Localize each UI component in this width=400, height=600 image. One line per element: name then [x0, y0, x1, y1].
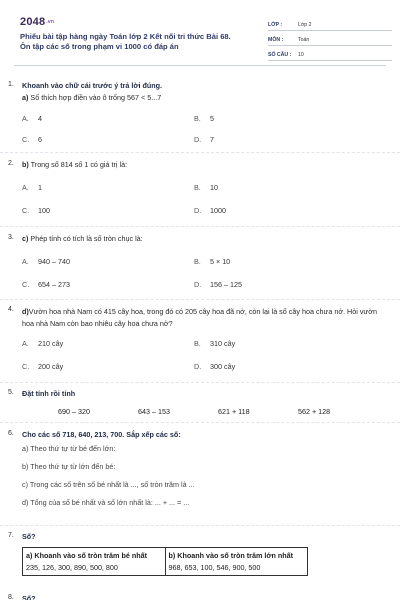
option-text: 156 – 125	[210, 280, 242, 289]
question-7	[8, 532, 382, 576]
question-number: 3.	[8, 234, 14, 241]
question-subtext	[22, 306, 382, 329]
calculation-item: 621 + 118	[218, 407, 250, 416]
logo-suffix: .vn	[46, 19, 55, 25]
option-text: 1	[38, 183, 42, 192]
option-c[interactable]	[22, 362, 194, 371]
document-title	[20, 32, 255, 53]
question-number: 4.	[8, 306, 14, 313]
list-item: b) Theo thứ tự từ lớn đến bé:	[22, 462, 116, 471]
option-letter: A.	[22, 257, 29, 266]
option-d[interactable]	[194, 280, 366, 289]
list-item: c) Trong các số trên số bé nhất là ..., số tròn trăm là ...	[22, 480, 195, 489]
meta-value: 10	[298, 51, 304, 58]
option-c[interactable]	[22, 206, 194, 215]
question-number: 1.	[8, 81, 14, 88]
question-subtext	[22, 234, 382, 243]
calculation-item: 643 – 153	[138, 407, 170, 416]
sub-prefix: d)	[22, 307, 29, 316]
meta-value: Lớp 2	[298, 21, 312, 28]
option-letter: D.	[194, 206, 202, 215]
option-letter: D.	[194, 280, 202, 289]
meta-info	[268, 16, 392, 61]
document-title-line-2: Ôn tập các số trong phạm vi 1000 có đáp án	[20, 42, 179, 52]
question-1	[8, 81, 382, 144]
calculation-item: 690 – 320	[58, 407, 90, 416]
question-5	[8, 389, 382, 416]
option-text: 300 cây	[210, 362, 236, 372]
option-a[interactable]	[22, 114, 194, 123]
option-a[interactable]	[22, 339, 194, 348]
option-d[interactable]	[194, 362, 366, 371]
sub-prefix: b)	[22, 160, 29, 169]
option-text: 5	[210, 114, 214, 123]
option-text: 4	[38, 114, 42, 123]
sub-text: Trong số 814 số 1 có giá trị là:	[30, 160, 128, 169]
calculation-row	[22, 407, 382, 416]
question-number: 5.	[8, 389, 14, 396]
question-subtext	[22, 160, 382, 169]
option-text: 10	[210, 183, 218, 192]
option-text: 210 cây	[38, 339, 64, 349]
sub-prefix: c)	[22, 234, 29, 243]
calculation-item: 562 + 128	[298, 407, 331, 416]
option-a[interactable]	[22, 257, 194, 266]
options-row	[22, 280, 382, 289]
options-row	[22, 114, 382, 123]
option-c[interactable]	[22, 135, 194, 144]
document-title-line-1: Phiếu bài tập hàng ngày Toán lớp 2 Kết nối tri thức Bài 68.	[20, 32, 231, 41]
question-2	[8, 160, 382, 215]
option-letter: C.	[22, 135, 30, 144]
question-divider	[0, 525, 400, 526]
option-text: 7	[210, 135, 214, 144]
meta-row-count	[268, 46, 392, 61]
option-text: 940 – 740	[38, 257, 70, 266]
table-cell-a	[23, 548, 166, 576]
sub-prefix: a)	[22, 93, 29, 102]
list-item: a) Theo thứ tự từ bé đến lớn:	[22, 444, 116, 453]
options-row	[22, 257, 382, 266]
table-row	[23, 548, 308, 576]
option-letter: B.	[194, 339, 201, 349]
option-letter: C.	[22, 362, 30, 372]
option-d[interactable]	[194, 206, 366, 215]
meta-row-class	[268, 16, 392, 31]
question-number: 2.	[8, 160, 14, 167]
question-3	[8, 234, 382, 289]
question-title: Số?	[22, 532, 36, 541]
meta-value: Toán	[298, 36, 310, 43]
sub-text: Vườn hoa nhà Nam có 415 cây hoa, trong đó có 205 cây hoa đã nở, còn lại là số cây hoa chưa nở. Hỏi vườn hoa nhà Nam còn bao nhiêu cây hoa chưa nở?	[22, 307, 377, 328]
meta-label: LỚP :	[268, 21, 283, 28]
option-b[interactable]	[194, 183, 366, 192]
option-letter: C.	[22, 280, 30, 289]
site-logo[interactable]	[20, 16, 54, 30]
option-letter: A.	[22, 339, 29, 349]
option-text: 1000	[210, 206, 226, 215]
question-divider	[0, 226, 400, 227]
options-row	[22, 362, 382, 371]
table-cell-b	[165, 548, 308, 576]
option-b[interactable]	[194, 114, 366, 123]
question-divider	[0, 382, 400, 383]
question-8	[8, 594, 382, 600]
option-letter: B.	[194, 257, 201, 266]
option-text: 654 – 273	[38, 280, 70, 289]
round-hundreds-table	[22, 547, 308, 576]
option-b[interactable]	[194, 339, 366, 348]
options-row	[22, 339, 382, 348]
question-number: 7.	[8, 532, 14, 539]
option-text: 200 cây	[38, 362, 64, 372]
question-subtext	[22, 93, 382, 102]
option-c[interactable]	[22, 280, 194, 289]
options-row	[22, 183, 382, 192]
option-text: 100	[38, 206, 50, 215]
logo-text: 2048	[20, 16, 46, 28]
question-divider	[0, 299, 400, 300]
option-letter: D.	[194, 362, 202, 372]
question-title: Số?	[22, 594, 36, 600]
question-title: Khoanh vào chữ cái trước ý trả lời đúng.	[22, 81, 163, 90]
option-text: 6	[38, 135, 42, 144]
option-letter: C.	[22, 206, 30, 215]
cell-numbers[interactable]: 235, 126, 300, 890, 500, 800	[26, 563, 118, 572]
option-letter: B.	[194, 114, 201, 123]
question-title: Đặt tính rồi tính	[22, 389, 76, 398]
meta-row-subject	[268, 31, 392, 46]
list-item: d) Tổng của số bé nhất và số lớn nhất là: ... + ... = ...	[22, 498, 190, 507]
meta-label: MÔN :	[268, 36, 284, 43]
options-row	[22, 135, 382, 144]
worksheet-header	[14, 10, 386, 66]
option-letter: D.	[194, 135, 202, 144]
cell-numbers[interactable]: 968, 653, 100, 546, 900, 500	[168, 563, 261, 572]
option-b[interactable]	[194, 257, 366, 266]
options-row	[22, 206, 382, 215]
option-text: 310 cây	[210, 339, 236, 349]
question-divider	[0, 422, 400, 423]
question-number: 6.	[8, 430, 14, 437]
option-letter: B.	[194, 183, 201, 192]
question-divider	[0, 152, 400, 153]
sub-text: Số thích hợp điền vào ô trống 567 < 5...7	[30, 93, 162, 102]
option-d[interactable]	[194, 135, 366, 144]
option-text: 5 × 10	[210, 257, 231, 266]
question-number: 8.	[8, 594, 14, 600]
option-letter: A.	[22, 183, 29, 192]
option-letter: A.	[22, 114, 29, 123]
sub-text: Phép tính có tích là số tròn chục là:	[30, 234, 143, 243]
question-title: Cho các số 718, 640, 213, 700. Sắp xếp các số:	[22, 430, 181, 439]
cell-heading: b) Khoanh vào số tròn trăm lớn nhất	[168, 551, 294, 560]
question-4	[8, 306, 382, 372]
option-a[interactable]	[22, 183, 194, 192]
meta-label: SỐ CÂU :	[268, 51, 292, 58]
cell-heading: a) Khoanh vào số tròn trăm bé nhất	[26, 551, 148, 560]
question-6	[8, 430, 382, 507]
